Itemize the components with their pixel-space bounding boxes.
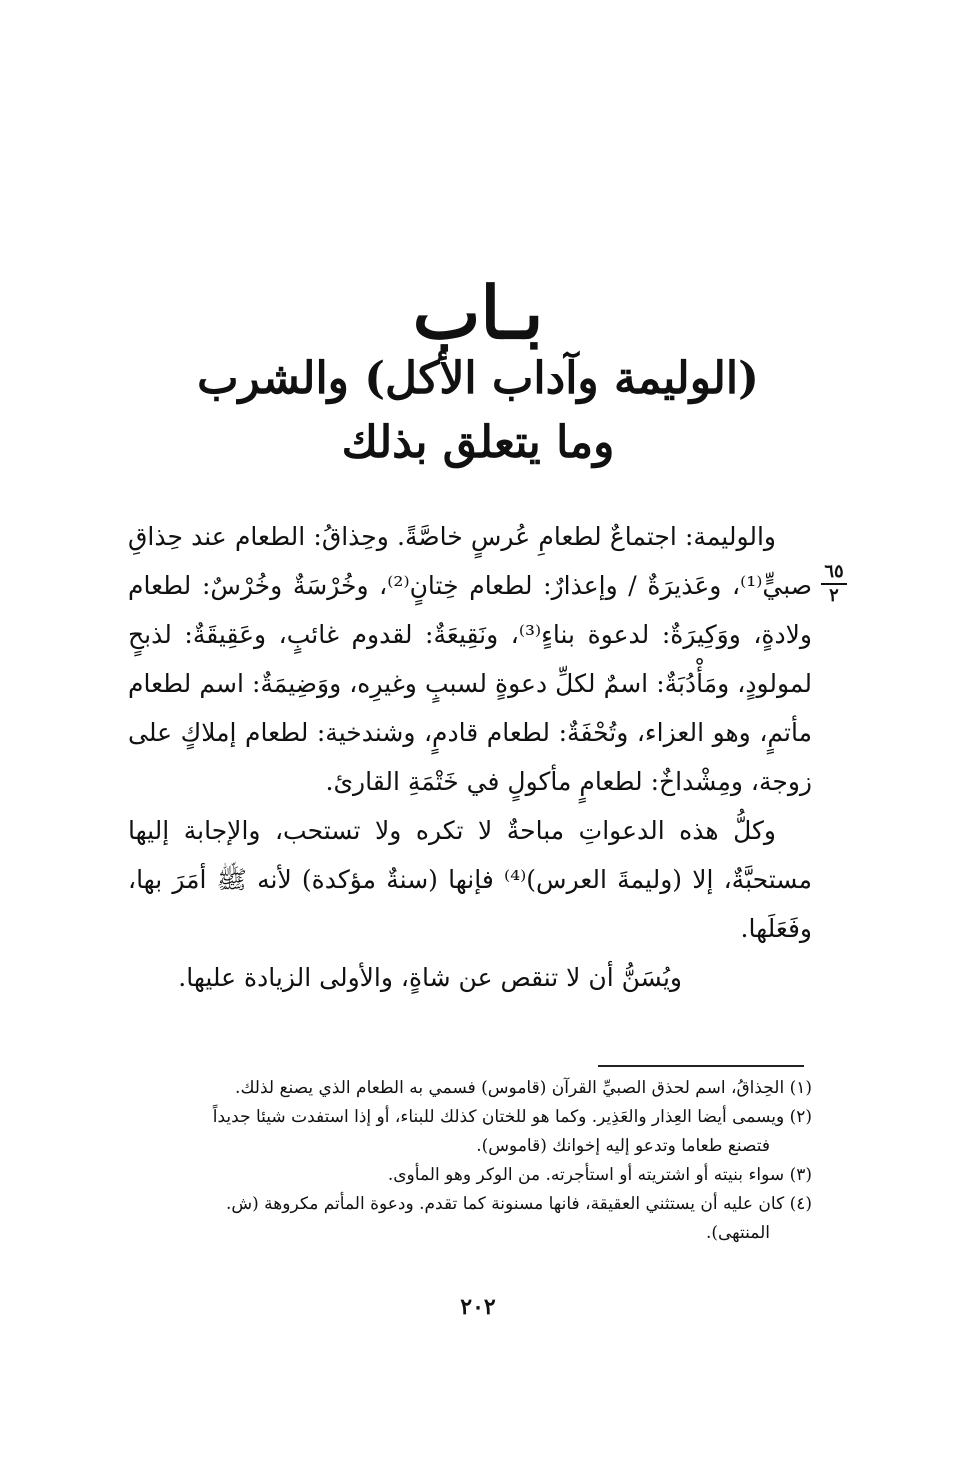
footnote-1: (١) الحِذاقُ، اسم لحذق الصبيِّ القرآن (قاموس) فسمي به الطعام الذي يصنع لذلك. [235, 1078, 812, 1098]
chapter-heading: بـاب [412, 270, 544, 355]
paragraph-1: والوليمة: اجتماعٌ لطعامِ عُرسٍ خاصَّةً. وحِذاقُ: الطعام عند حِذاقِ صبيٍّ⁽¹⁾، وعَذيرَةٌ / وإعذارٌ: لطعام خِتانٍ⁽²⁾، وخُرْسَةٌ وخُرْسٌ: لطعام ولادةٍ، ووَكِيرَةٌ: لدعوة بناءٍ⁽³⁾، ونَقِيعَةٌ: لقدوم غائبٍ، وعَقِيقَةٌ: لذبحٍ لمولودٍ، ومَأْدُبَةٌ: اسمٌ لكلِّ دعوةٍ لسببٍ وغيرِه، ووَضِيمَةٌ: اسم لطعام مأتمٍ، وهو العزاء، وتُحْفَةٌ: لطعام قادمٍ، وشندخية: لطعام إملاكٍ على زوجة، ومِشْداخٌ: لطعامٍ مأكولٍ في خَتْمَةِ القارئ. [128, 522, 812, 796]
footnote-4-continued: المنتهى). [705, 1223, 770, 1243]
paragraph-3: ويُسَنُّ أن لا تنقص عن شاةٍ، والأولى الزيادة عليها. [178, 963, 682, 992]
footnote-3: (٣) سواء بنيته أو اشتريته أو استأجرته. من الوكر وهو المأوى. [387, 1165, 812, 1185]
main-text [128, 512, 812, 1002]
chapter-title-line-1: (الوليمة وآداب الأكل) والشرب [197, 353, 759, 404]
margin-reference-bottom: ٢ [829, 585, 839, 606]
paragraph-2: وكلُّ هذه الدعواتِ مباحةٌ لا تكره ولا تستحب، والإجابة إليها مستحبَّةٌ، إلا (وليمةَ العرس)⁽⁴⁾ فإنها (سنةٌ مؤكدة) لأنه ﷺ أمَرَ بها، وفَعَلَها. [128, 816, 813, 943]
footnote-4: (٤) كان عليه أن يستثني العقيقة، فانها مسنونة كما تقدم. ودعوة المأتم مكروهة (ش. [225, 1194, 812, 1214]
margin-reference [816, 562, 852, 606]
margin-reference-top: ٦٥ [824, 561, 844, 582]
footnote-2-continued: فتصنع طعاما وتدعو إليه إخوانك (قاموس). [476, 1136, 770, 1156]
footnote-divider [598, 1065, 804, 1067]
page-number: ٢٠٢ [460, 1294, 496, 1320]
footnote-2: (٢) ويسمى أيضا العِذار والعَذِير. وكما هو للختان كذلك للبناء، أو إذا استفدت شيئا جديداً [212, 1107, 812, 1127]
chapter-title-line-2: وما يتعلق بذلك [341, 417, 615, 468]
footnotes [130, 1074, 812, 1248]
